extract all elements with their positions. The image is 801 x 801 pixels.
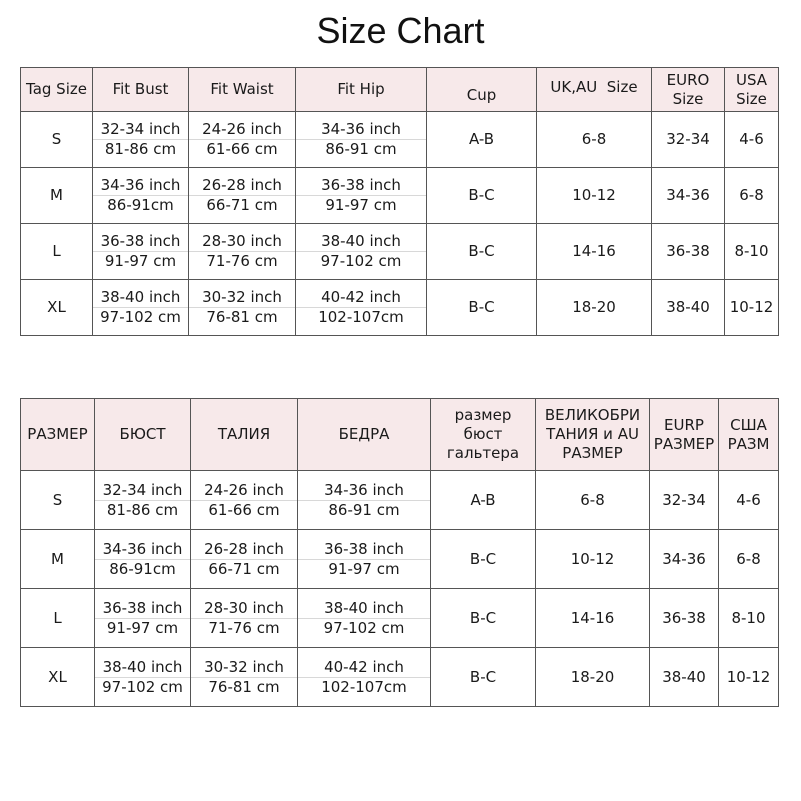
bust-cell-inch: 38-40 inch [95, 658, 190, 678]
hip-cell-inch: 38-40 inch [298, 599, 430, 619]
bust-cell [95, 530, 191, 589]
waist-cell-inch: 30-32 inch [189, 288, 295, 308]
hip-cell-cm: 86-91 cm [328, 500, 400, 519]
waist-cell-inch: 26-28 inch [191, 540, 297, 560]
waist-cell [191, 589, 298, 648]
hip-cell [296, 168, 427, 224]
waist-cell-cm: 61-66 cm [206, 140, 278, 158]
waist-cell-cm: 71-76 cm [206, 252, 278, 270]
bust-cell [95, 471, 191, 530]
uk-au-size-cell: 18-20 [536, 648, 650, 707]
header-fit-waist: Fit Waist [189, 68, 296, 112]
header-uk-au-size [537, 68, 652, 112]
cup-cell: B-C [427, 168, 537, 224]
header-cup-size: размер бюст гальтера [431, 399, 536, 471]
header-razmer: РАЗМЕР [21, 399, 95, 471]
header-tag-size: Tag Size [21, 68, 93, 112]
usa-size-cell: 10-12 [719, 648, 779, 707]
waist-cell-inch: 26-28 inch [189, 176, 295, 196]
table-row [21, 280, 779, 336]
bust-cell-cm: 91-97 cm [104, 252, 177, 270]
waist-cell-inch: 30-32 inch [191, 658, 297, 678]
bust-cell-inch: 34-36 inch [95, 540, 190, 560]
hip-cell [296, 280, 427, 336]
hip-cell-inch: 34-36 inch [296, 120, 426, 140]
tag-size-cell: S [21, 471, 95, 530]
page-title: Size Chart [316, 10, 485, 51]
header-eurp-razmer: EURP РАЗМЕР [650, 399, 719, 471]
cup-cell: B-C [431, 530, 536, 589]
euro-size-cell: 34-36 [652, 168, 725, 224]
usa-size-cell: 6-8 [719, 530, 779, 589]
hip-cell-inch: 34-36 inch [298, 481, 430, 501]
table-row [21, 471, 779, 530]
waist-cell-cm: 66-71 cm [208, 559, 280, 578]
bust-cell [93, 224, 189, 280]
table-row [21, 589, 779, 648]
size-table-english [20, 67, 779, 336]
uk-au-size-cell: 14-16 [537, 224, 652, 280]
tag-size-cell: M [21, 168, 93, 224]
uk-au-size-cell: 10-12 [537, 168, 652, 224]
header-bedra: БЕДРА [298, 399, 431, 471]
hip-cell [298, 530, 431, 589]
hip-cell-inch: 36-38 inch [296, 176, 426, 196]
hip-cell [296, 224, 427, 280]
tag-size-cell: XL [21, 280, 93, 336]
size-table-russian [20, 398, 779, 707]
usa-size-cell: 4-6 [725, 112, 779, 168]
bust-cell-cm: 81-86 cm [104, 140, 177, 158]
header-usa-size: USA Size [725, 68, 779, 112]
bust-cell-inch: 32-34 inch [93, 120, 188, 140]
waist-cell-inch: 24-26 inch [191, 481, 297, 501]
bust-cell-cm: 86-91cm [109, 559, 176, 578]
hip-cell-inch: 40-42 inch [296, 288, 426, 308]
table-row [21, 224, 779, 280]
bust-cell-inch: 32-34 inch [95, 481, 190, 501]
hip-cell-inch: 40-42 inch [298, 658, 430, 678]
hip-cell-cm: 86-91 cm [325, 140, 397, 158]
waist-cell-inch: 24-26 inch [189, 120, 295, 140]
waist-cell-cm: 71-76 cm [208, 618, 280, 637]
bust-cell-cm: 97-102 cm [102, 677, 183, 696]
hip-cell-cm: 97-102 cm [323, 618, 405, 637]
bust-cell-inch: 34-36 inch [93, 176, 188, 196]
table-row [21, 530, 779, 589]
header-cup-label: Cup [466, 86, 497, 105]
cup-cell: B-C [431, 648, 536, 707]
table-row [21, 168, 779, 224]
waist-cell-cm: 66-71 cm [206, 196, 278, 214]
waist-cell [189, 280, 296, 336]
cup-cell: B-C [427, 224, 537, 280]
hip-cell [298, 589, 431, 648]
bust-cell [95, 648, 191, 707]
waist-cell-inch: 28-30 inch [191, 599, 297, 619]
waist-cell [189, 168, 296, 224]
usa-size-cell: 4-6 [719, 471, 779, 530]
cup-cell: A-B [427, 112, 537, 168]
waist-cell [191, 530, 298, 589]
bust-cell [93, 168, 189, 224]
header-uk-au-label: UK,AU Size [550, 78, 638, 97]
waist-cell [189, 112, 296, 168]
table-row [21, 648, 779, 707]
bust-cell-cm: 91-97 cm [106, 618, 179, 637]
waist-cell-cm: 76-81 cm [206, 308, 278, 326]
header-usa-razm: США РАЗМ [719, 399, 779, 471]
uk-au-size-cell: 18-20 [537, 280, 652, 336]
cup-cell: B-C [427, 280, 537, 336]
tag-size-cell: L [21, 589, 95, 648]
header-byust: БЮСТ [95, 399, 191, 471]
hip-cell-cm: 102-107cm [318, 308, 404, 326]
hip-cell-cm: 91-97 cm [325, 196, 397, 214]
bust-cell-cm: 81-86 cm [106, 500, 179, 519]
header-fit-bust: Fit Bust [93, 68, 189, 112]
waist-cell [191, 648, 298, 707]
euro-size-cell: 32-34 [650, 471, 719, 530]
header-euro-size: EURO Size [652, 68, 725, 112]
tag-size-cell: XL [21, 648, 95, 707]
table-header-row [21, 68, 779, 112]
cup-cell: A-B [431, 471, 536, 530]
usa-size-cell: 10-12 [725, 280, 779, 336]
euro-size-cell: 34-36 [650, 530, 719, 589]
bust-cell [93, 112, 189, 168]
usa-size-cell: 8-10 [719, 589, 779, 648]
header-taliya: ТАЛИЯ [191, 399, 298, 471]
hip-cell [298, 648, 431, 707]
hip-cell-cm: 102-107cm [321, 677, 407, 696]
header-cup [427, 68, 537, 112]
hip-cell-inch: 38-40 inch [296, 232, 426, 252]
bust-cell-inch: 36-38 inch [93, 232, 188, 252]
euro-size-cell: 32-34 [652, 112, 725, 168]
bust-cell-cm: 86-91cm [107, 196, 174, 214]
waist-cell [189, 224, 296, 280]
hip-cell [296, 112, 427, 168]
bust-cell-inch: 38-40 inch [93, 288, 188, 308]
table-row [21, 112, 779, 168]
bust-cell-cm: 97-102 cm [100, 308, 181, 326]
uk-au-size-cell: 6-8 [537, 112, 652, 168]
hip-cell [298, 471, 431, 530]
bust-cell [93, 280, 189, 336]
uk-au-size-cell: 6-8 [536, 471, 650, 530]
uk-au-size-cell: 14-16 [536, 589, 650, 648]
waist-cell-cm: 76-81 cm [208, 677, 280, 696]
hip-cell-inch: 36-38 inch [298, 540, 430, 560]
hip-cell-cm: 91-97 cm [328, 559, 400, 578]
tag-size-cell: M [21, 530, 95, 589]
uk-au-size-cell: 10-12 [536, 530, 650, 589]
hip-cell-cm: 97-102 cm [320, 252, 402, 270]
tag-size-cell: L [21, 224, 93, 280]
usa-size-cell: 6-8 [725, 168, 779, 224]
header-fit-hip: Fit Hip [296, 68, 427, 112]
waist-cell-inch: 28-30 inch [189, 232, 295, 252]
euro-size-cell: 38-40 [652, 280, 725, 336]
waist-cell [191, 471, 298, 530]
euro-size-cell: 36-38 [652, 224, 725, 280]
header-uk-au-razmer: ВЕЛИКОБРИ ТАНИЯ и AU РАЗМЕР [536, 399, 650, 471]
cup-cell: B-C [431, 589, 536, 648]
euro-size-cell: 38-40 [650, 648, 719, 707]
euro-size-cell: 36-38 [650, 589, 719, 648]
table-header-row [21, 399, 779, 471]
bust-cell [95, 589, 191, 648]
tag-size-cell: S [21, 112, 93, 168]
waist-cell-cm: 61-66 cm [208, 500, 280, 519]
bust-cell-inch: 36-38 inch [95, 599, 190, 619]
usa-size-cell: 8-10 [725, 224, 779, 280]
